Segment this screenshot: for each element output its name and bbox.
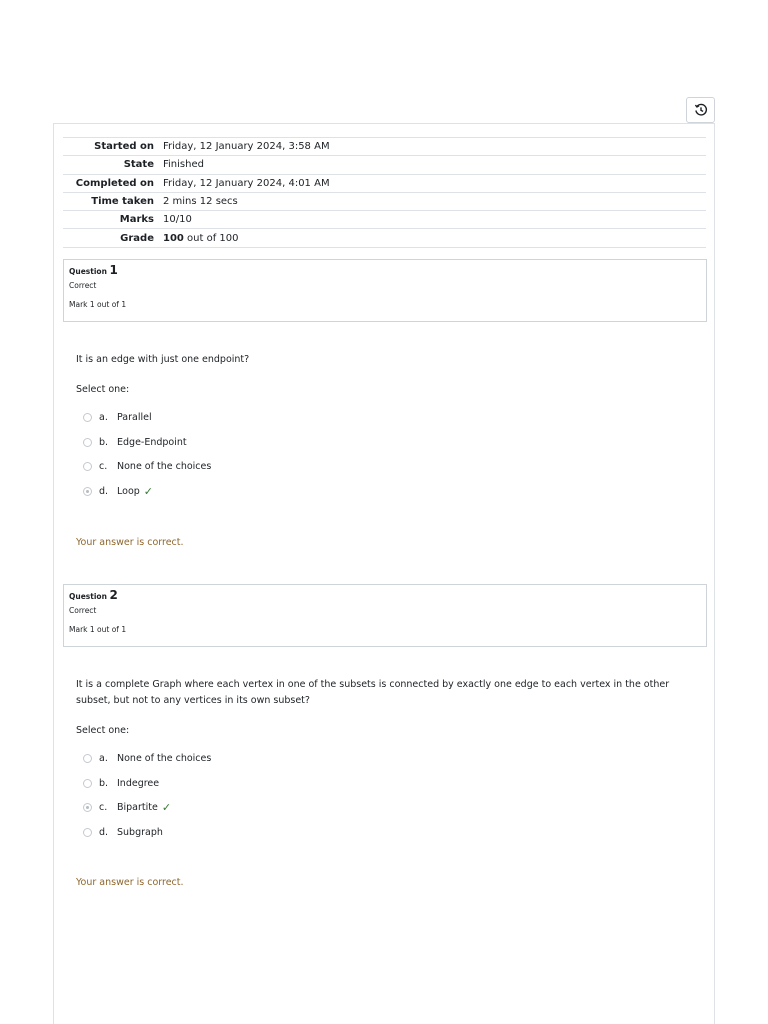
question-content-1 — [76, 352, 706, 504]
question-number — [69, 588, 701, 602]
summary-row-grade — [63, 229, 706, 247]
answer-letter: c. — [99, 461, 108, 473]
answer-letter: b. — [99, 436, 109, 448]
answer-option-c[interactable] — [76, 796, 706, 821]
answer-label: Loop — [117, 486, 140, 498]
history-icon — [694, 103, 708, 117]
summary-row-marks — [63, 211, 706, 229]
summary-label: Grade — [120, 232, 154, 244]
summary-label: Started on — [94, 141, 154, 153]
summary-label: Marks — [119, 214, 154, 226]
answer-letter: d. — [99, 486, 109, 498]
answer-list — [76, 405, 706, 504]
grade-out-of: out of 100 — [183, 232, 239, 244]
question-prefix: Question — [69, 267, 107, 276]
answer-letter: c. — [99, 802, 108, 814]
summary-row-started — [63, 138, 706, 156]
question-grade: Mark 1 out of 1 — [69, 625, 127, 634]
radio-button[interactable] — [83, 779, 92, 788]
correct-check-icon: ✓ — [143, 485, 153, 499]
summary-value: Friday, 12 January 2024, 4:01 AM — [163, 177, 330, 189]
radio-button[interactable] — [83, 828, 92, 837]
question-state: Correct — [69, 606, 97, 615]
radio-button[interactable] — [83, 413, 92, 422]
review-container — [53, 123, 715, 1024]
answer-feedback-1: Your answer is correct. — [76, 537, 184, 548]
summary-value: Friday, 12 January 2024, 3:58 AM — [163, 141, 330, 153]
question-number-value: 2 — [109, 588, 118, 602]
answer-letter: a. — [99, 752, 108, 764]
radio-button[interactable] — [83, 462, 92, 471]
summary-label: Completed on — [75, 177, 154, 189]
question-prefix: Question — [69, 592, 107, 601]
answer-letter: a. — [99, 411, 108, 423]
question-info-1 — [63, 259, 707, 322]
summary-row-state — [63, 156, 706, 174]
radio-button[interactable] — [83, 438, 92, 447]
select-one-prompt: Select one: — [76, 384, 130, 395]
summary-value: 10/10 — [163, 214, 192, 226]
answer-option-d[interactable] — [76, 820, 706, 845]
answer-letter: b. — [99, 777, 109, 789]
question-info-2 — [63, 584, 707, 647]
question-text: It is a complete Graph where each vertex in one of the subsets is connected by exactly one edge to each vertex in the other subset, but not to any vertices in its own subset? — [76, 679, 670, 706]
radio-button-selected[interactable] — [83, 803, 92, 812]
answer-label: Bipartite — [117, 802, 158, 814]
summary-row-time-taken — [63, 192, 706, 210]
summary-row-completed — [63, 174, 706, 192]
answer-option-c[interactable] — [76, 455, 706, 480]
answer-label: Indegree — [117, 777, 160, 789]
question-state: Correct — [69, 281, 97, 290]
answer-option-a[interactable] — [76, 405, 706, 430]
answer-label: Subgraph — [117, 827, 163, 839]
grade-score: 100 — [163, 232, 184, 244]
answer-feedback-2: Your answer is correct. — [76, 877, 184, 888]
question-number — [69, 263, 701, 277]
correct-check-icon: ✓ — [161, 801, 172, 815]
history-button[interactable] — [686, 97, 715, 123]
radio-button-selected[interactable] — [83, 487, 92, 496]
answer-label: None of the choices — [117, 461, 212, 473]
summary-label: State — [123, 159, 154, 171]
summary-value: 2 mins 12 secs — [163, 196, 238, 208]
attempt-summary-table — [63, 137, 706, 248]
answer-label: None of the choices — [117, 752, 212, 764]
select-one-prompt: Select one: — [76, 725, 130, 736]
question-number-value: 1 — [109, 263, 118, 277]
question-content-2 — [76, 677, 706, 845]
answer-option-a[interactable] — [76, 746, 706, 771]
answer-option-b[interactable] — [76, 430, 706, 455]
summary-value: Finished — [163, 159, 204, 171]
answer-label: Edge-Endpoint — [117, 436, 187, 448]
answer-option-b[interactable] — [76, 771, 706, 796]
answer-label: Parallel — [117, 411, 152, 423]
answer-option-d[interactable] — [76, 479, 706, 504]
answer-list — [76, 746, 706, 845]
summary-value — [163, 229, 706, 247]
question-text: It is an edge with just one endpoint? — [76, 354, 250, 365]
summary-label: Time taken — [91, 196, 154, 208]
question-grade: Mark 1 out of 1 — [69, 300, 127, 309]
radio-button[interactable] — [83, 754, 92, 763]
answer-letter: d. — [99, 827, 109, 839]
